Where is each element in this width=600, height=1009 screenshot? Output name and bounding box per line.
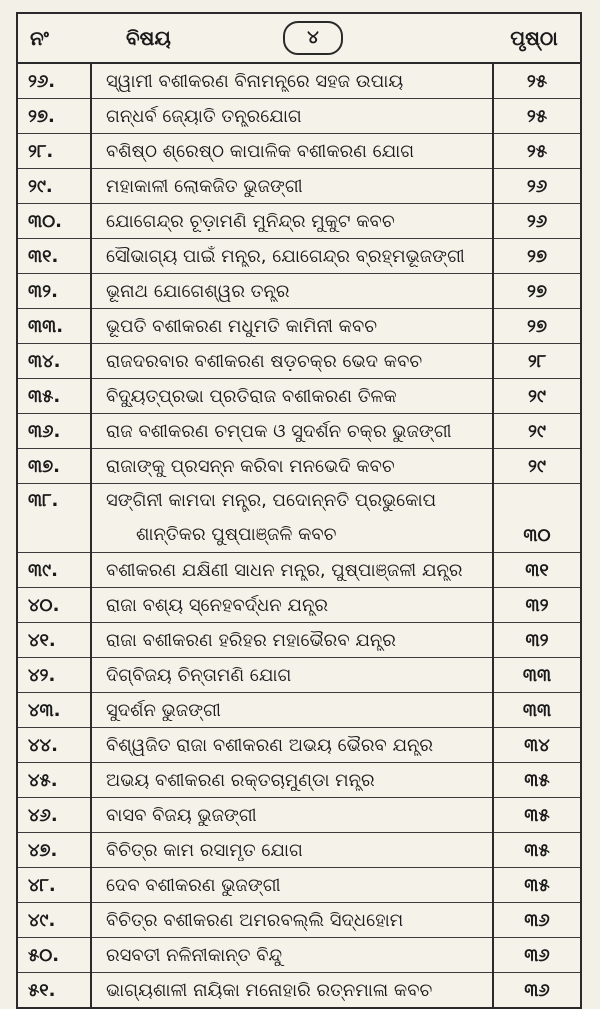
entry-page-number: ୨୬	[526, 175, 548, 197]
toc-row	[18, 623, 580, 658]
entry-page-number: ୩୨	[525, 629, 549, 651]
entry-title: ରସବତୀ ନଳିନୀକାନ୍ତ ବିନ୍ଦୁ	[106, 944, 283, 966]
entry-number: ୪୧.	[28, 629, 56, 651]
toc-row	[18, 484, 580, 553]
entry-number: ୨୭.	[28, 105, 55, 127]
entry-number: ୪୮.	[28, 874, 56, 896]
toc-row	[18, 588, 580, 623]
entry-title: ବିଶ୍ୱଜିତ ରାଜା ବଶୀକରଣ ଅଭୟ ଭୈରବ ଯନ୍ତ୍ର	[106, 734, 434, 756]
number-column-header: ନଂ	[30, 26, 49, 50]
entry-number: ୩୨.	[28, 280, 58, 302]
entry-page-number: ୩୨	[525, 594, 549, 616]
entry-number: ୩୯.	[28, 559, 58, 581]
entry-title: ରାଜଦରବାର ବଶୀକରଣ ଷଡ଼ଚକ୍ର ଭେଦ କବଚ	[106, 350, 423, 372]
entry-page-number: ୨୯	[528, 455, 546, 477]
entry-number: ୫୧.	[28, 979, 56, 1001]
toc-row	[18, 728, 580, 763]
entry-number: ୩୧.	[28, 245, 59, 267]
entry-number: ୩୬.	[28, 420, 61, 442]
entry-page-number: ୨୭	[527, 315, 547, 337]
toc-row	[18, 134, 580, 169]
entry-title-line: ସଙ୍ଗିନୀ କାମଦା ମନ୍ତ୍ର, ପଦୋନ୍ନତି ପ୍ରଭୁକୋପ	[106, 490, 437, 511]
entry-title: ଭୂପତି ବଶୀକରଣ ମଧୁମତି କାମିନୀ କବଚ	[106, 315, 378, 337]
toc-row	[18, 938, 580, 973]
entry-title: ଅଭୟ ବଶୀକରଣ ରକ୍ତଚାମୁଣ୍ଡା ମନ୍ତ୍ର	[106, 769, 375, 791]
entry-page-number: ୩୪	[524, 734, 550, 756]
entry-number: ୨୬.	[28, 70, 56, 92]
entry-number: ୪୯.	[28, 909, 56, 931]
entry-number: ୪୨.	[28, 664, 56, 686]
entry-number: ୨୮.	[28, 140, 54, 162]
entry-title: ବଶୀକରଣ ଯକ୍ଷିଣୀ ସାଧନ ମନ୍ତ୍ର, ପୁଷ୍ପାଞ୍ଜଳୀ ଯନ୍ତ୍ର	[106, 559, 463, 581]
toc-row	[18, 99, 580, 134]
entry-number: ୪୭.	[28, 839, 58, 861]
toc-row	[18, 553, 580, 588]
entry-title	[90, 484, 494, 552]
toc-row	[18, 903, 580, 938]
column-divider-left	[90, 64, 92, 1007]
entry-page-number: ୨୫	[526, 70, 548, 92]
entry-number: ୪୬.	[28, 804, 58, 826]
entry-number: ୩୪.	[28, 350, 61, 372]
entry-page-number: ୩୬	[524, 909, 550, 931]
entry-page-number: ୩୩	[522, 664, 552, 686]
entry-page-number: ୩୦	[523, 525, 551, 546]
entry-title: ଗନ୍ଧର୍ବ ଜ୍ୟୋତି ତନ୍ତ୍ରଯୋଗ	[106, 105, 302, 127]
toc-rows	[18, 64, 580, 1007]
entry-number: ୨୯.	[28, 175, 53, 197]
toc-row	[18, 309, 580, 344]
toc-row	[18, 973, 580, 1007]
toc-row	[18, 833, 580, 868]
entry-number: ୩୭.	[28, 455, 61, 477]
entry-number: ୩୩.	[28, 315, 64, 337]
entry-number: ୪୦.	[28, 594, 60, 616]
entry-number: ୪୫.	[28, 769, 58, 791]
toc-row	[18, 379, 580, 414]
toc-row	[18, 449, 580, 484]
entry-page-number: ୩୧	[525, 559, 549, 581]
entry-page-number: ୨୫	[526, 140, 548, 162]
entry-title: ସ୍ୱାମୀ ବଶୀକରଣ ବିନାମନ୍ତ୍ରେ ସହଜ ଉପାୟ	[106, 70, 404, 92]
entry-title: ରାଜା ବଶ୍ୟ ସ୍ନେହବର୍ଦ୍ଧନ ଯନ୍ତ୍ର	[106, 594, 329, 616]
entry-title: ଯୋଗେନ୍ଦ୍ର ଚୂଡ଼ାମଣି ମୁନିନ୍ଦ୍ର ମୁକୁଟ କବଚ	[106, 210, 395, 232]
entry-title: ବଶିଷ୍ଠ ଶ୍ରେଷ୍ଠ କାପାଳିକ ବଶୀକରଣ ଯୋଗ	[106, 140, 415, 162]
entry-title: ମହାକାଳୀ ଲୋକଜିତ ଭୁଜଙ୍ଗୀ	[106, 175, 303, 197]
entry-number: ୪୪.	[28, 734, 58, 756]
toc-row	[18, 204, 580, 239]
entry-number: ୪୩.	[28, 699, 61, 721]
entry-number: ୩୫.	[28, 385, 61, 407]
entry-title: ଭାଗ୍ୟଶାଳୀ ନାୟିକା ମନୋହାରି ରତ୍ନମାଳା କବଚ	[106, 979, 433, 1001]
toc-row	[18, 763, 580, 798]
entry-title: ବିଚିତ୍ର କାମ ରସାମୃତ ଯୋଗ	[106, 839, 303, 861]
page-column-header: ପୃଷ୍ଠା	[510, 26, 558, 50]
toc-row	[18, 414, 580, 449]
entry-number: ୩୦.	[28, 210, 63, 232]
entry-page-number: ୨୯	[528, 385, 546, 407]
entry-page-number: ୨୫	[526, 105, 548, 127]
entry-page-number: ୩୫	[524, 804, 550, 826]
toc-row	[18, 64, 580, 99]
entry-page-number: ୨୮	[527, 350, 547, 372]
entry-title: ବିଦ୍ୟୁତ୍‌ପ୍ରଭା ପ୍ରତିରାଜ ବଶୀକରଣ ତିଳକ	[106, 385, 397, 407]
entry-title: ବାସବ ବିଜୟ ଭୁଜଙ୍ଗୀ	[106, 804, 257, 826]
entry-page-number: ୨୭	[527, 280, 547, 302]
entry-title: ରାଜ ବଶୀକରଣ ଚମ୍ପକ ଓ ସୁଦର୍ଶନ ଚକ୍ର ଭୁଜଙ୍ଗୀ	[106, 420, 452, 442]
column-divider-right	[492, 64, 494, 1007]
entry-title: ରାଜା ବଶୀକରଣ ହରିହର ମହାଭୈରବ ଯନ୍ତ୍ର	[106, 629, 396, 651]
toc-row	[18, 693, 580, 728]
entry-title: ଦିଗ୍‌ବିଜୟ ଚିନ୍ତାମଣି ଯୋଗ	[106, 664, 292, 686]
toc-row	[18, 344, 580, 379]
table-header	[18, 14, 580, 64]
toc-row	[18, 658, 580, 693]
entry-page-number: ୨୬	[526, 210, 548, 232]
entry-number: ୫୦.	[28, 944, 60, 966]
entry-title: ରାଜାଙ୍କୁ ପ୍ରସନ୍ନ କରିବା ମନଭେଦି କବଚ	[106, 455, 395, 477]
entry-page-number: ୩୩	[522, 699, 552, 721]
entry-number: ୩୮.	[28, 490, 59, 511]
entry-title-line: ଶାନ୍ତିକର ପୁଷ୍ପାଞ୍ଜଳି କବଚ	[136, 524, 337, 545]
entry-title: ବିଚିତ୍ର ବଶୀକରଣ ଅମରବଲ୍ଲି ସିଦ୍ଧହୋମ	[106, 909, 404, 931]
entry-title: ଭୂନାଥ ଯୋଗେଶ୍ୱର ତନ୍ତ୍ର	[106, 280, 290, 302]
entry-title: ସୌଭାଗ୍ୟ ପାଇଁ ମନ୍ତ୍ର, ଯୋଗେନ୍ଦ୍ର ବ୍ରହ୍ମଭୂଜଙ୍ଗୀ	[106, 245, 465, 267]
toc-row	[18, 274, 580, 309]
entry-page-number: ୩୬	[524, 979, 550, 1001]
entry-page-number: ୩୫	[524, 839, 550, 861]
entry-title: ଦେବ ବଶୀକରଣ ଭୁଜଙ୍ଗୀ	[106, 874, 281, 896]
toc-row	[18, 239, 580, 274]
entry-page-number: ୩୬	[524, 944, 550, 966]
table-of-contents	[16, 12, 582, 1009]
entry-page-number: ୩୫	[524, 874, 550, 896]
entry-page-number: ୨୭	[527, 245, 547, 267]
entry-title: ସୁଦର୍ଶନ ଭୁଜଙ୍ଗୀ	[106, 699, 221, 721]
subject-column-header: ବିଷୟ	[126, 26, 171, 50]
toc-row	[18, 169, 580, 204]
page-number-badge: ୪	[283, 21, 343, 55]
entry-page-number: ୩୫	[524, 769, 550, 791]
toc-row	[18, 798, 580, 833]
toc-row	[18, 868, 580, 903]
entry-page-number: ୨୯	[528, 420, 546, 442]
